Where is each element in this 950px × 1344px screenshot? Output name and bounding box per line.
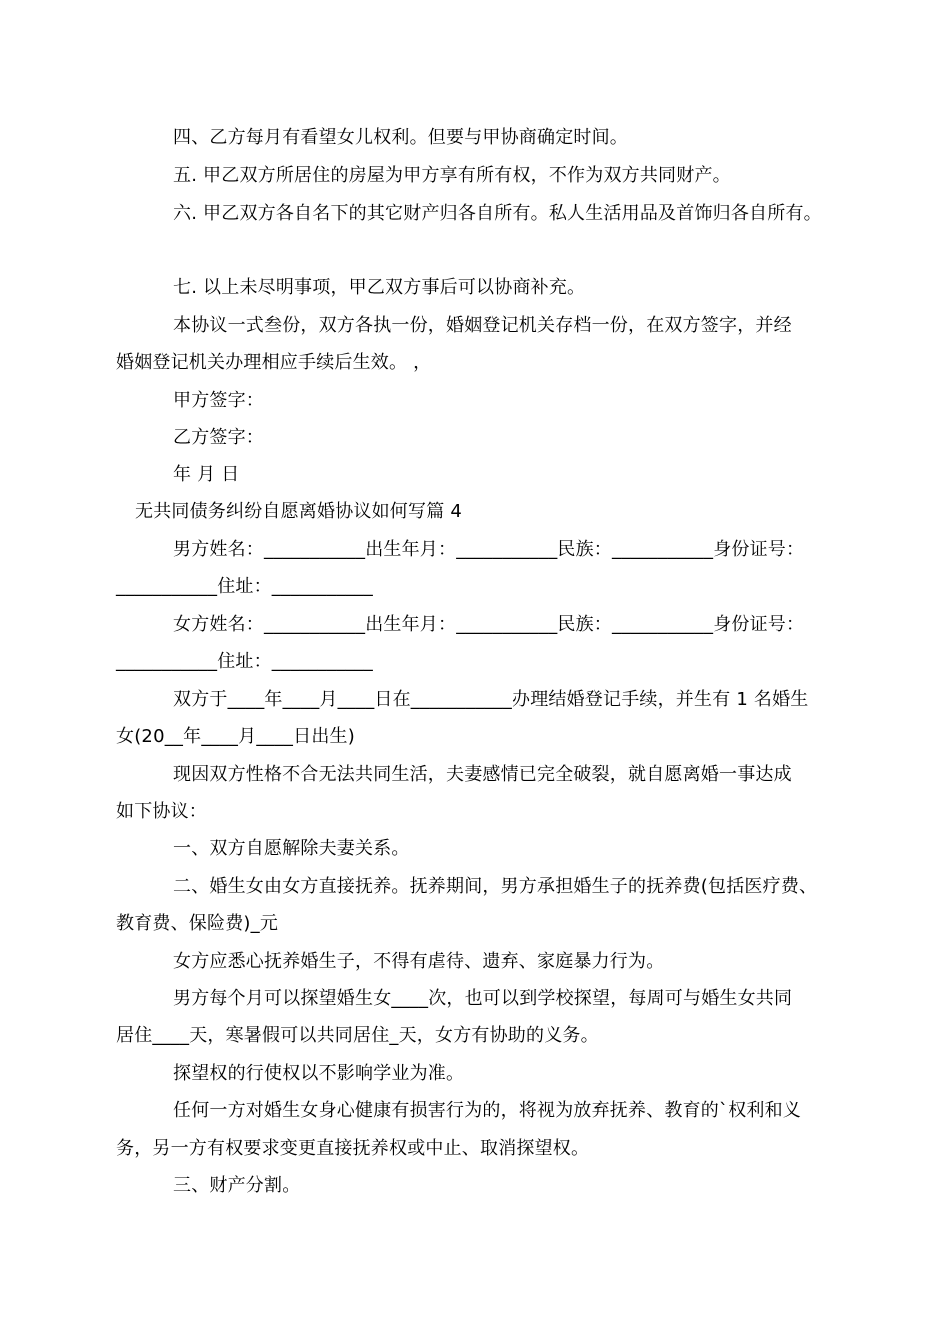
clause-five-house: 五. 甲乙双方所居住的房屋为甲方享有所有权，不作为双方共同财产。 [173, 165, 731, 186]
agreement-copies-line-2: 婚姻登记机关办理相应手续后生效。 ， [116, 352, 432, 373]
agreement-copies-line-1: 本协议一式叁份，双方各执一份，婚姻登记机关存档一份，在双方签字，并经 [173, 315, 792, 336]
visitation-line-2: 居住____天，寒暑假可以共同居住_天，女方有协助的义务。 [116, 1025, 599, 1046]
male-info-line-2: ___________住址：___________ [116, 576, 373, 597]
divorce-reason-line-2: 如下协议： [116, 801, 207, 822]
clause-four-visitation: 四、乙方每月有看望女儿权利。但要与甲协商确定时间。 [173, 127, 628, 148]
mother-care-line: 女方应悉心抚养婚生子，不得有虐待、遗弃、家庭暴力行为。 [173, 951, 665, 972]
date-line: 年 月 日 [173, 464, 240, 485]
clause-seven-supplement: 七. 以上未尽明事项，甲乙双方事后可以协商补充。 [173, 277, 586, 298]
marriage-registration-line-1: 双方于____年____月____日在___________办理结婚登记手续，并生有 1 名婚生 [173, 689, 809, 710]
section-heading: 无共同债务纠纷自愿离婚协议如何写篇 4 [135, 501, 462, 522]
male-info-line-1: 男方姓名：___________出生年月：___________民族：___________身份证号： [173, 539, 805, 560]
female-info-line-2: ___________住址：___________ [116, 651, 373, 672]
clause-three-property: 三、财产分割。 [173, 1175, 301, 1196]
harm-clause-line-1: 任何一方对婚生女身心健康有损害行为的，将视为放弃抚养、教育的`权利和义 [173, 1100, 801, 1121]
harm-clause-line-2: 务，另一方有权要求变更直接抚养权或中止、取消探望权。 [116, 1138, 590, 1159]
visitation-line-1: 男方每个月可以探望婚生女____次，也可以到学校探望，每周可与婚生女共同 [173, 988, 793, 1009]
visitation-rights-line: 探望权的行使权以不影响学业为准。 [173, 1063, 465, 1084]
female-info-line-1: 女方姓名：___________出生年月：___________民族：___________身份证号： [173, 614, 805, 635]
marriage-registration-line-2: 女(20__年____月____日出生) [116, 726, 355, 747]
clause-two-custody-line-2: 教育费、保险费)_元 [116, 913, 279, 934]
party-b-signature: 乙方签字： [173, 427, 264, 448]
clause-one-dissolve: 一、双方自愿解除夫妻关系。 [173, 838, 410, 859]
party-a-signature: 甲方签字： [173, 390, 264, 411]
divorce-reason-line-1: 现因双方性格不合无法共同生活，夫妻感情已完全破裂，就自愿离婚一事达成 [173, 764, 792, 785]
clause-six-property: 六. 甲乙双方各自名下的其它财产归各自所有。私人生活用品及首饰归各自所有。 [173, 203, 822, 224]
clause-two-custody-line-1: 二、婚生女由女方直接抚养。抚养期间，男方承担婚生子的抚养费(包括医疗费、 [173, 876, 818, 897]
